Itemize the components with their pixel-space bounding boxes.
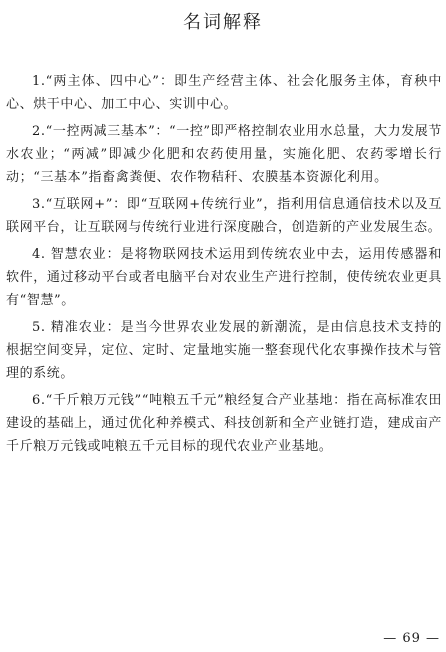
glossary-body xyxy=(6,70,442,462)
glossary-entry-3: 3.“互联网+”：即“互联网+传统行业”，指利用信息通信技术以及互联网平台，让互联网与传统行业进行深度融合，创造新的产业发展生态。 xyxy=(6,197,442,235)
page-title: 名词解释 xyxy=(183,12,263,33)
glossary-entry-1: 1.“两主体、四中心”：即生产经营主体、社会化服务主体，育秧中心、烘干中心、加工中心、实训中心。 xyxy=(6,74,442,112)
glossary-entry-4: 4. 智慧农业：是将物联网技术运用到传统农业中去，运用传感器和软件，通过移动平台或者电脑平台对农业生产进行控制，使传统农业更具有“智慧”。 xyxy=(6,247,442,308)
page-number: — 69 — xyxy=(383,631,440,646)
glossary-entry-5: 5. 精准农业：是当今世界农业发展的新潮流，是由信息技术支持的根据空间变异，定位、定时、定量地实施一整套现代化农事操作技术与管理的系统。 xyxy=(6,320,442,381)
glossary-entry-2: 2.“一控两减三基本”：“一控”即严格控制农业用水总量，大力发展节水农业；“两减”即减少化肥和农药使用量，实施化肥、农药零增长行动；“三基本”指畜禽粪便、农作物秸秆、农膜基本资源化利用。 xyxy=(6,124,442,185)
glossary-entry-6: 6.“千斤粮万元钱”“吨粮五千元”粮经复合产业基地：指在高标准农田建设的基础上，通过优化种养模式、科技创新和全产业链打造，建成亩产千斤粮万元钱或吨粮五千元目标的现代农业产业基地。 xyxy=(6,393,442,454)
